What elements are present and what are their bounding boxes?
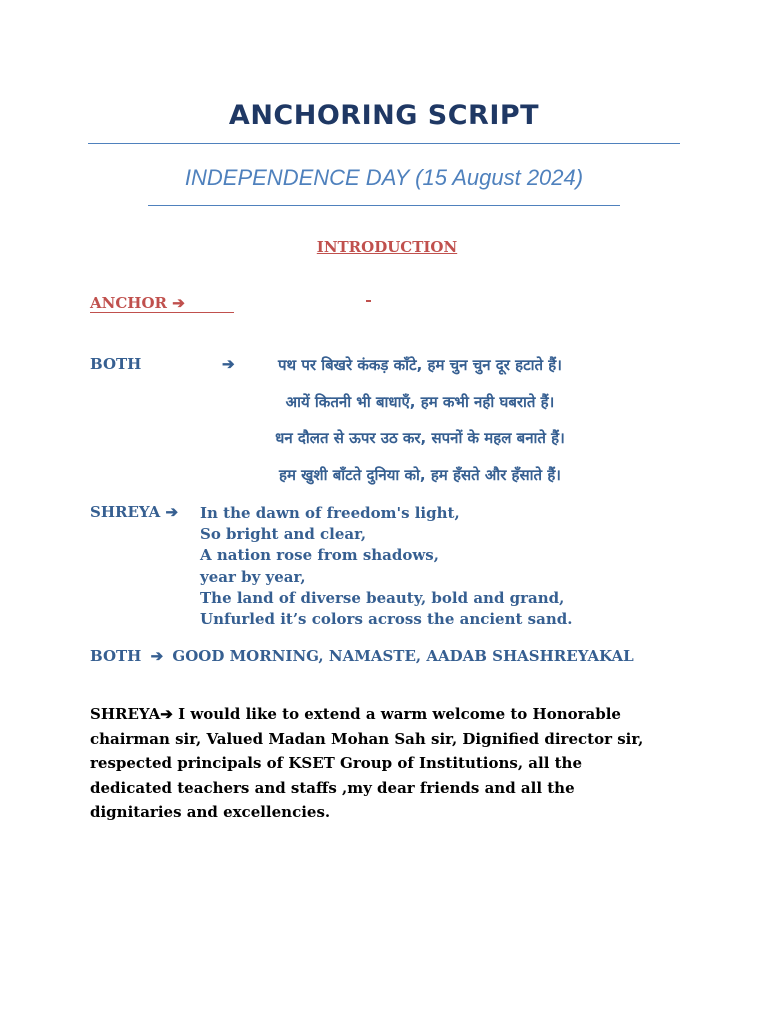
shreya-speaker-label: SHREYA (90, 503, 161, 521)
poem-line: In the dawn of freedom's light, (200, 504, 460, 522)
section-heading-introduction: INTRODUCTION (316, 238, 458, 256)
poem-line: A nation rose from shadows, (200, 546, 439, 565)
document-subtitle: INDEPENDENCE DAY (15 August 2024) (184, 165, 584, 190)
arrow-right-icon: ➔ (160, 705, 173, 723)
poem-line: Unfurled it’s colors across the ancient sand. (200, 610, 573, 629)
document-title: ANCHORING SCRIPT (228, 100, 540, 131)
poem-line: year by year, (200, 567, 306, 586)
both-speaker-label: BOTH (90, 647, 142, 665)
shreya-speaker-label: SHREYA (90, 705, 161, 723)
arrow-right-icon: ➔ (222, 355, 235, 373)
anchor-speaker-line (90, 294, 234, 313)
english-poem (200, 503, 572, 630)
both-speaker-label: BOTH (90, 355, 142, 373)
greeting-text: GOOD MORNING, NAMASTE, AADAB SHASHREYAKAL (172, 647, 634, 665)
arrow-right-icon: ➔ (165, 503, 179, 521)
subtitle-divider (148, 205, 620, 206)
arrow-right-icon: ➔ (172, 294, 185, 312)
underline-mark (366, 300, 371, 302)
hindi-verse-line: पथ पर बिखरे कंकड़ काँटे, हम चुन चुन दूर हटाते हैं। (278, 356, 562, 374)
poem-line: So bright and clear, (200, 525, 367, 544)
poem-line: The land of diverse beauty, bold and grand, (200, 588, 565, 607)
anchor-label: ANCHOR (90, 294, 167, 312)
welcome-paragraph (90, 702, 660, 825)
arrow-right-icon: ➔ (150, 647, 164, 665)
hindi-verse-line: हम खुशी बाँटते दुनिया को, हम हँसते और हँसाते हैं। (279, 466, 561, 484)
shreya-speaker-line (90, 503, 178, 521)
hindi-verse-line: धन दौलत से ऊपर उठ कर, सपनों के महल बनाते हैं। (275, 429, 565, 447)
hindi-verse-line: आयें कितनी भी बाधाएँ, हम कभी नही घबराते हैं। (285, 393, 555, 411)
both-greeting-line (90, 647, 634, 665)
title-divider (88, 143, 680, 144)
welcome-text: I would like to extend a warm welcome to Honorable chairman sir, Valued Madan Mohan Sah sir, Dignified director sir, respected principals of KSET Group of Institutions, all the dedicated teachers and staffs ,my dear friends and all the dignitaries and excellencies. (90, 705, 644, 821)
